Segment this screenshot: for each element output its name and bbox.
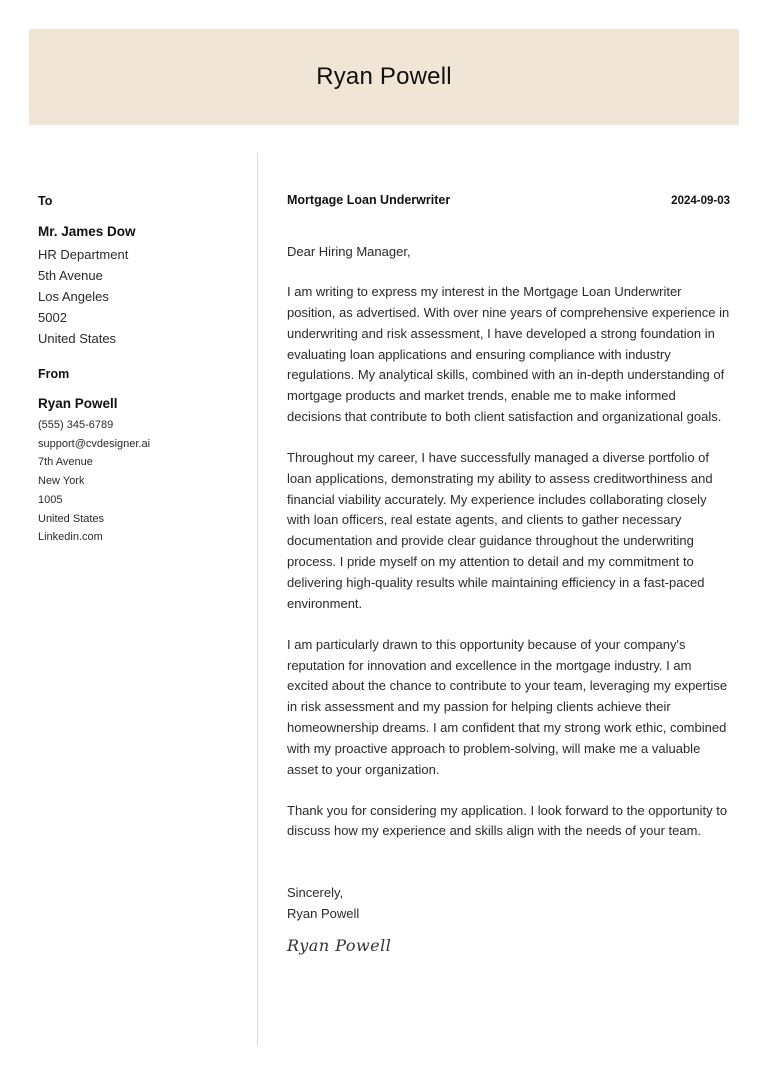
sender-address: [38, 395, 248, 547]
letter-closing: [287, 882, 730, 924]
letter-greeting: Dear Hiring Manager,: [287, 244, 411, 259]
header-banner: [29, 29, 739, 125]
recipient-street: 5th Avenue: [38, 268, 103, 283]
recipient-postal-code: 5002: [38, 310, 67, 325]
sender-email: support@cvdesigner.ai: [38, 437, 151, 450]
letter-body: [287, 193, 730, 955]
letter-subject: Mortgage Loan Underwriter: [287, 193, 451, 207]
sender-country: United States: [38, 512, 105, 525]
letter-date: 2024-09-03: [671, 195, 730, 207]
sender-city: New York: [38, 475, 85, 488]
recipient-city: Los Angeles: [38, 289, 109, 304]
column-divider: [257, 153, 258, 1046]
signature: Ryan Powell: [287, 936, 392, 956]
recipient-department: HR Department: [38, 247, 129, 262]
sidebar: [38, 193, 248, 547]
letter-paragraph: Throughout my career, I have successfully managed a diverse portfolio of loan applications, demonstrating my ability to assess creditworthiness and financial viability accurately. My experience includes collaborating closely with loan officers, real estate agents, and clients to gather necessary documentation and provide clear guidance throughout the underwriting process. I pride myself on my attention to detail and my commitment to delivering high-quality results while maintaining efficiency in a fast-paced environment.: [287, 449, 713, 611]
sender-phone: (555) 345-6789: [38, 419, 114, 431]
from-label: From: [38, 367, 70, 381]
subject-row: [287, 193, 730, 207]
to-label: To: [38, 194, 53, 208]
recipient-address: [38, 223, 248, 349]
sender-street: 7th Avenue: [38, 456, 93, 469]
page-title: Ryan Powell: [316, 63, 452, 90]
closing-phrase: Sincerely,: [287, 885, 344, 901]
letter-paragraph: I am particularly drawn to this opportunity because of your company's reputation for innovation and excellence in the mortgage industry. I am excited about the chance to contribute to your team, leveraging my expertise in risk assessment and my passion for helping clients achieve their homeownership dreams. I am confident that my strong work ethic, combined with my proactive approach to problem-solving, will make me a valuable asset to your organization.: [287, 636, 728, 777]
recipient-country: United States: [38, 331, 117, 346]
sender-postal-code: 1005: [38, 493, 63, 506]
sender-linkedin: Linkedin.com: [38, 531, 103, 544]
closing-name: Ryan Powell: [287, 906, 360, 922]
letter-paragraph: I am writing to express my interest in the Mortgage Loan Underwriter position, as advertised. With over nine years of comprehensive experience in underwriting and risk assessment, I have developed a strong foundation in evaluating loan applications and ensuring compliance with industry regulations. My analytical skills, combined with an in-depth understanding of mortgage products and market trends, enable me to make informed decisions that contribute to both client satisfaction and organizational goals.: [287, 284, 730, 425]
letter-paragraph: Thank you for considering my application. I look forward to the opportunity to discuss how my experience and skills align with the needs of your team.: [287, 802, 728, 839]
recipient-name: Mr. James Dow: [38, 224, 136, 239]
sender-name: Ryan Powell: [38, 396, 118, 411]
